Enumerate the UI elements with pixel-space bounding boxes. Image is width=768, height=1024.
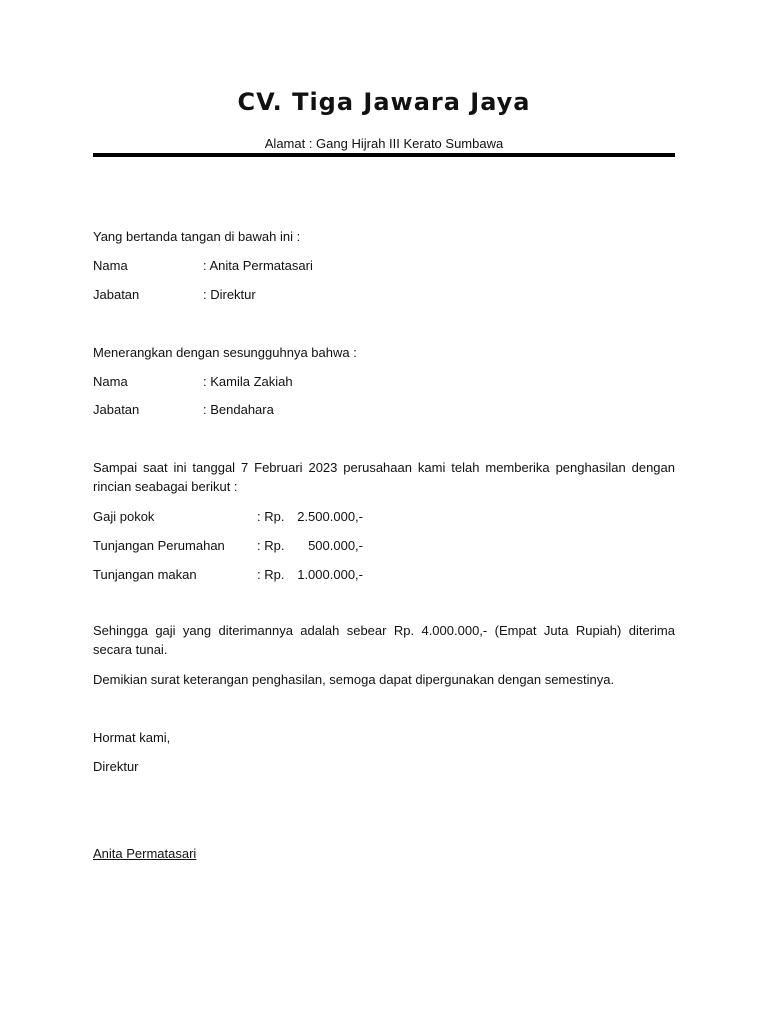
income-prefix: : Rp. bbox=[257, 538, 285, 553]
signature-name: Anita Permatasari bbox=[93, 846, 197, 861]
income-label: Tunjangan Perumahan bbox=[93, 538, 225, 553]
signer-position-value: : Direktur bbox=[203, 287, 256, 302]
income-amount: 2.500.000,- bbox=[297, 509, 363, 524]
income-prefix: : Rp. bbox=[257, 567, 285, 582]
employee-name-label: Nama bbox=[93, 374, 128, 389]
declaration-text: Menerangkan dengan sesungguhnya bahwa : bbox=[93, 345, 357, 360]
income-label: Tunjangan makan bbox=[93, 567, 197, 582]
signer-position-row bbox=[93, 287, 675, 303]
company-name: CV. Tiga Jawara Jaya bbox=[237, 88, 531, 116]
income-label: Gaji pokok bbox=[93, 509, 155, 524]
signer-name-value: : Anita Permatasari bbox=[203, 258, 313, 273]
income-row bbox=[93, 538, 675, 554]
header-divider bbox=[93, 153, 675, 157]
income-row bbox=[93, 509, 675, 525]
income-intro-paragraph: Sampai saat ini tanggal 7 Februari 2023 perusahaan kami telah memberika penghasilan dengan rincian seabagai berikut : bbox=[93, 460, 675, 494]
signer-name-row bbox=[93, 258, 675, 274]
signer-title: Direktur bbox=[93, 759, 139, 774]
employee-position-row bbox=[93, 402, 675, 418]
signer-position-label: Jabatan bbox=[93, 287, 140, 302]
income-prefix: : Rp. bbox=[257, 509, 285, 524]
employee-position-value: : Bendahara bbox=[203, 402, 274, 417]
employee-name-row bbox=[93, 374, 675, 390]
income-amount: 500.000,- bbox=[308, 538, 363, 553]
company-address: Alamat : Gang Hijrah III Kerato Sumbawa bbox=[264, 136, 504, 151]
employee-position-label: Jabatan bbox=[93, 402, 140, 417]
summary-paragraph: Sehingga gaji yang diterimannya adalah sebear Rp. 4.000.000,- (Empat Juta Rupiah) diterima secara tunai. bbox=[93, 623, 675, 657]
income-amount: 1.000.000,- bbox=[297, 567, 363, 582]
intro-text: Yang bertanda tangan di bawah ini : bbox=[93, 229, 301, 244]
signer-name-label: Nama bbox=[93, 258, 128, 273]
income-row bbox=[93, 567, 675, 583]
regards-text: Hormat kami, bbox=[93, 730, 171, 745]
closing-paragraph: Demikian surat keterangan penghasilan, semoga dapat dipergunakan dengan semestinya. bbox=[93, 672, 615, 687]
employee-name-value: : Kamila Zakiah bbox=[203, 374, 293, 389]
